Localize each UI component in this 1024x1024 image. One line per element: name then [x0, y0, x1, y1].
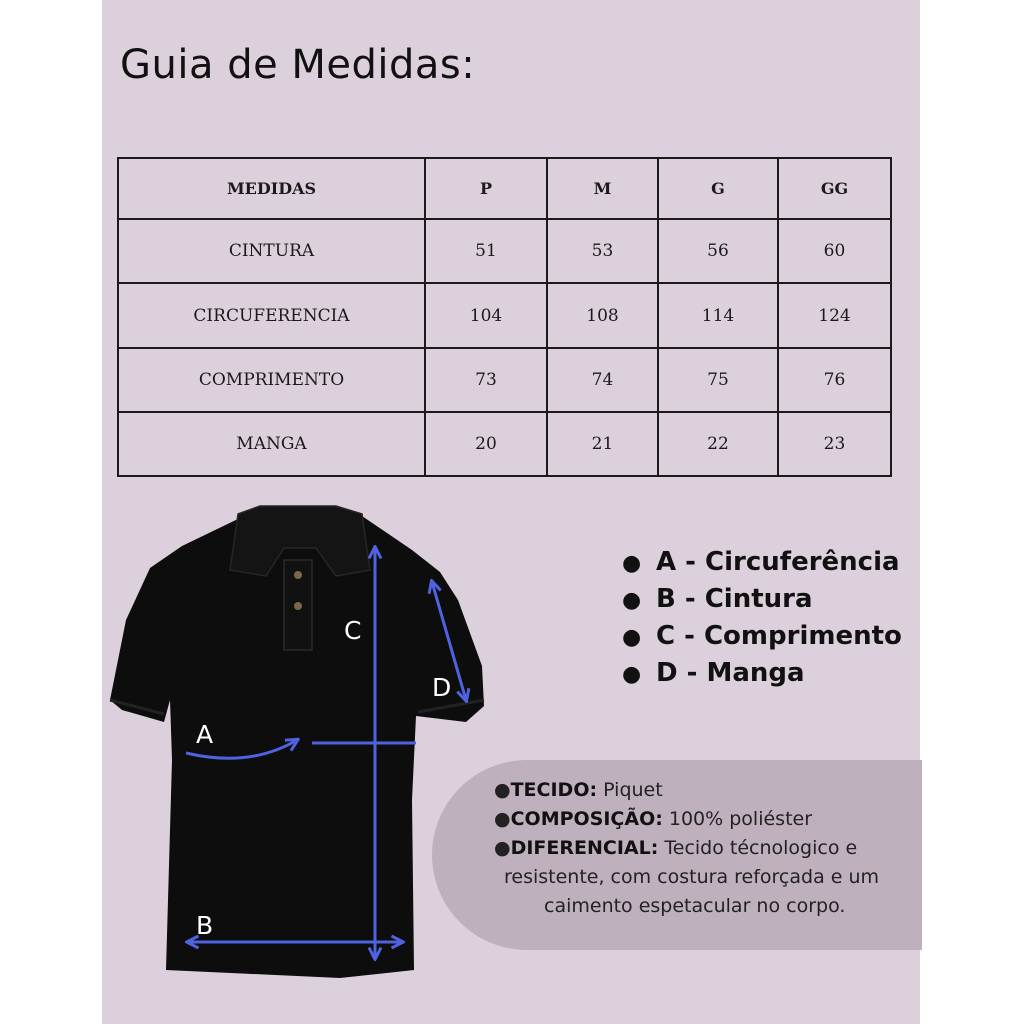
- button-icon: [294, 571, 302, 579]
- table-header-row: [118, 158, 891, 219]
- size-table: [117, 157, 892, 477]
- table-row: [118, 219, 891, 283]
- header-medidas: MEDIDAS: [118, 158, 425, 219]
- table-cell: 21: [547, 412, 658, 476]
- table-cell: 124: [778, 283, 891, 347]
- row-label: CIRCUFERENCIA: [118, 283, 425, 347]
- bullet-icon: ●: [622, 588, 642, 613]
- diferencial-value-3: caimento espetacular no corpo.: [544, 895, 846, 917]
- table-row: [118, 348, 891, 412]
- label-d: D: [432, 673, 452, 702]
- header-size-m: M: [547, 158, 658, 219]
- table-cell: 108: [547, 283, 658, 347]
- table-cell: 73: [425, 348, 547, 412]
- bullet-icon: ●: [494, 837, 511, 859]
- table-cell: 60: [778, 219, 891, 283]
- table-cell: 76: [778, 348, 891, 412]
- table-cell: 74: [547, 348, 658, 412]
- table-cell: 23: [778, 412, 891, 476]
- fabric-info: [494, 776, 914, 921]
- diferencial-value-1: Tecido técnologico e: [664, 837, 858, 859]
- row-label: CINTURA: [118, 219, 425, 283]
- table-cell: 53: [547, 219, 658, 283]
- composicao-label: COMPOSIÇÃO:: [510, 808, 663, 830]
- info-row-diferencial: [494, 834, 914, 863]
- table-cell: 20: [425, 412, 547, 476]
- table-cell: 22: [658, 412, 778, 476]
- diferencial-value-2: resistente, com costura reforçada e um: [504, 866, 880, 888]
- row-label: COMPRIMENTO: [118, 348, 425, 412]
- legend-item: ● B - Cintura: [622, 581, 902, 618]
- polo-shirt-diagram: [100, 500, 500, 980]
- bullet-icon: ●: [622, 551, 642, 576]
- row-label: MANGA: [118, 412, 425, 476]
- table-row: [118, 283, 891, 347]
- table-cell: 51: [425, 219, 547, 283]
- header-size-p: P: [425, 158, 547, 219]
- info-row-tecido: [494, 776, 914, 805]
- bullet-icon: ●: [494, 808, 511, 830]
- diferencial-label: DIFERENCIAL:: [510, 837, 659, 859]
- header-size-gg: GG: [778, 158, 891, 219]
- button-icon: [294, 602, 302, 610]
- table-cell: 114: [658, 283, 778, 347]
- bullet-icon: ●: [622, 662, 642, 687]
- info-row-composicao: [494, 805, 914, 834]
- legend-item: ● C - Comprimento: [622, 618, 902, 655]
- header-size-g: G: [658, 158, 778, 219]
- page-title: Guia de Medidas:: [120, 42, 476, 88]
- table-cell: 56: [658, 219, 778, 283]
- table-cell: 104: [425, 283, 547, 347]
- table-row: [118, 412, 891, 476]
- tecido-label: TECIDO:: [510, 779, 598, 801]
- composicao-value: 100% poliéster: [668, 808, 813, 830]
- bullet-icon: ●: [622, 625, 642, 650]
- tecido-value: Piquet: [603, 779, 663, 801]
- bullet-icon: ●: [494, 779, 511, 801]
- label-b: B: [196, 911, 214, 940]
- label-a: A: [196, 720, 214, 749]
- measurement-legend: [622, 544, 902, 692]
- legend-item: ● A - Circuferência: [622, 544, 902, 581]
- label-c: C: [344, 616, 362, 645]
- table-cell: 75: [658, 348, 778, 412]
- legend-item: ● D - Manga: [622, 655, 902, 692]
